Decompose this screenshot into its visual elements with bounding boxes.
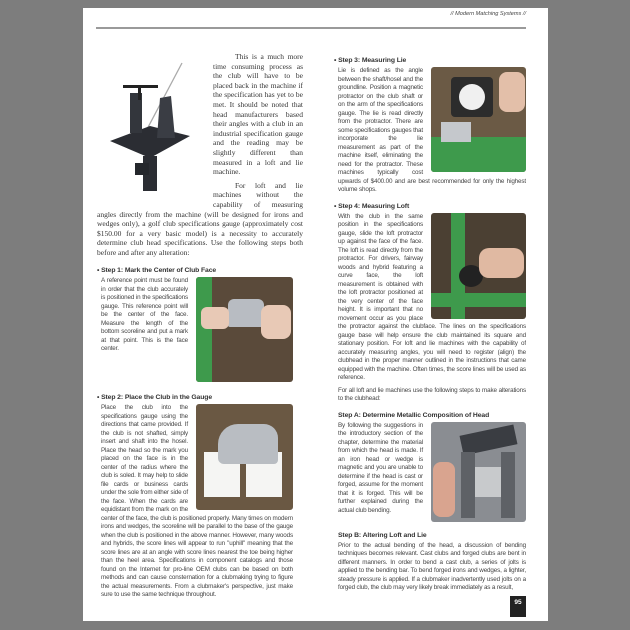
transition-paragraph: For all loft and lie machines use the following steps to make alterations to the clubhead: bbox=[338, 386, 526, 402]
step-4-body: With the club in the same position in the specifications gauge, slide the loft protractor up against the face of the face. The loft is read directly from the protractor. For drivers, fairway woods and hybrid featuring a curve face, the loft measurement is obtained with the loft protractor positioned at the very center of the face height. It is important that no movement occur as you place the protractor against the clubface. The lines on the specifications gauge base will help ensure the club maintained its square and stationary position. For loft and lie machines with the capability of accurately measuring angles, you will need to register (align) the clubhead in the proper manner outlined in the instructions that came equipped with the machine. Often times, the score lines will be used as reference. bbox=[338, 212, 526, 381]
step-2-heading: • Step 2: Place the Club in the Gauge bbox=[97, 394, 213, 402]
step-1-body: A reference point must be found in order that the club accurately is positioned in the specifications gauge. This reference point will be the center of the face. Measure the length of the bottom scoreline and put a mark at that point. This is the face center. bbox=[101, 277, 188, 353]
intro-paragraph-1: This is a much more time consuming process as the club will have to be placed back in the machine if the specification has yet to be met. It should be noted that head manufacturers based their angles with a club in an industrial specification gauge and the reading may be slightly different than measured in a loft and lie machine. bbox=[213, 52, 303, 177]
step-a-photo bbox=[431, 422, 526, 522]
step-4-heading: • Step 4: Measuring Loft bbox=[334, 202, 410, 210]
step-a-body: By following the suggestions in the introductory section of the chapter, determine the material from which the head is made. If an iron head or wedge is magnetic and you are unable to determine if the head is cast or forged, assume for the moment that it is forged. This will be further explained during the actual club bending. bbox=[338, 421, 423, 514]
step-1-heading: • Step 1: Mark the Center of Club Face bbox=[97, 267, 217, 275]
step-2-photo bbox=[196, 404, 293, 510]
step-a-heading: Step A: Determine Metallic Composition of Head bbox=[338, 411, 490, 419]
right-column bbox=[334, 56, 526, 617]
step-2-body: Place the club into the specifications gauge using the directions that came provided. If the club is not shafted, simply insert and shaft into the hosel. Place the head so the mark you placed on the face is in the center of the radius where the club is soled. It may help to slide file cards or business cards under the sole from either side of the face. When the cards are equidistant from the mark on the center of the face, the club is positioned properly. Many times on modern irons and wedges, the scoreline will be parallel to the base of the gauge when the club is positioned in the above manner. However, many woods and hybrids, the score lines will appear to run "uphill" meaning that the score lines are at an angle with score lines nearest the toe being higher than the heel area. Specifications in component catalogs and those found on the Internet for pro-line OEM clubs can be based on both methods and can cause consternation for a clubmaking trying to figure the actual measurements. From a clubmaker's perspective, just make sure to use the same technique throughout. bbox=[101, 404, 293, 599]
step-b-body: Prior to the actual bending of the head, a discussion of bending techniques becomes relevant. Cast clubs and forged clubs are bent in different manners. In order to bend a cast club, a series of jolts is applied to the bending bar. To bend forged irons and wedges, a lighter, steady pressure is applied. If a clubmaker inadvertently used jolts on a forged club, the club may very likely break immediately as a result, bbox=[338, 541, 526, 591]
step-2-section bbox=[97, 393, 293, 600]
page-number: 95 bbox=[510, 596, 526, 617]
document-page bbox=[83, 8, 548, 621]
step-b-section bbox=[334, 531, 526, 617]
step-3-section bbox=[334, 56, 526, 195]
step-1-section bbox=[97, 266, 293, 385]
intro-paragraph-2-full: for irons and wedges only), a golf club specifications gauge (approximately cost $150.00 for a very basic model) is a necessity to accurately determine club head specifications. Use the following steps both before and after any alteration: bbox=[97, 209, 303, 257]
loft-lie-machine-photo bbox=[97, 58, 205, 198]
intro-section bbox=[97, 52, 303, 257]
step-a-section bbox=[334, 411, 526, 525]
running-header: // Modern Matching Systems // bbox=[450, 11, 526, 17]
step-3-photo bbox=[431, 67, 526, 172]
step-1-photo bbox=[196, 277, 293, 382]
intro-paragraph-2-wrapped: For loft and lie machines without the capability of measuring angles directly from the machine (will be designed bbox=[97, 180, 303, 219]
step-b-heading: Step B: Altering Loft and Lie bbox=[338, 531, 427, 539]
left-column bbox=[97, 52, 303, 600]
step-3-heading: • Step 3: Measuring Lie bbox=[334, 57, 407, 64]
step-3-body: Lie is defined as the angle between the shaft/hosel and the groundline. Position a magnetic protractor on the club shaft or on the arm of the specifications gauge. The lie is read directly from the protractor. There are some specifications gauges that incorporate the lie measurement as part of the machine itself, eliminating the need for the protractor. These machines typically cost upwards of $400.00 and are best recommended for only the highest volume shops. bbox=[338, 67, 526, 193]
header-rule bbox=[96, 27, 526, 29]
step-4-photo bbox=[431, 213, 526, 319]
step-4-section bbox=[334, 202, 526, 404]
